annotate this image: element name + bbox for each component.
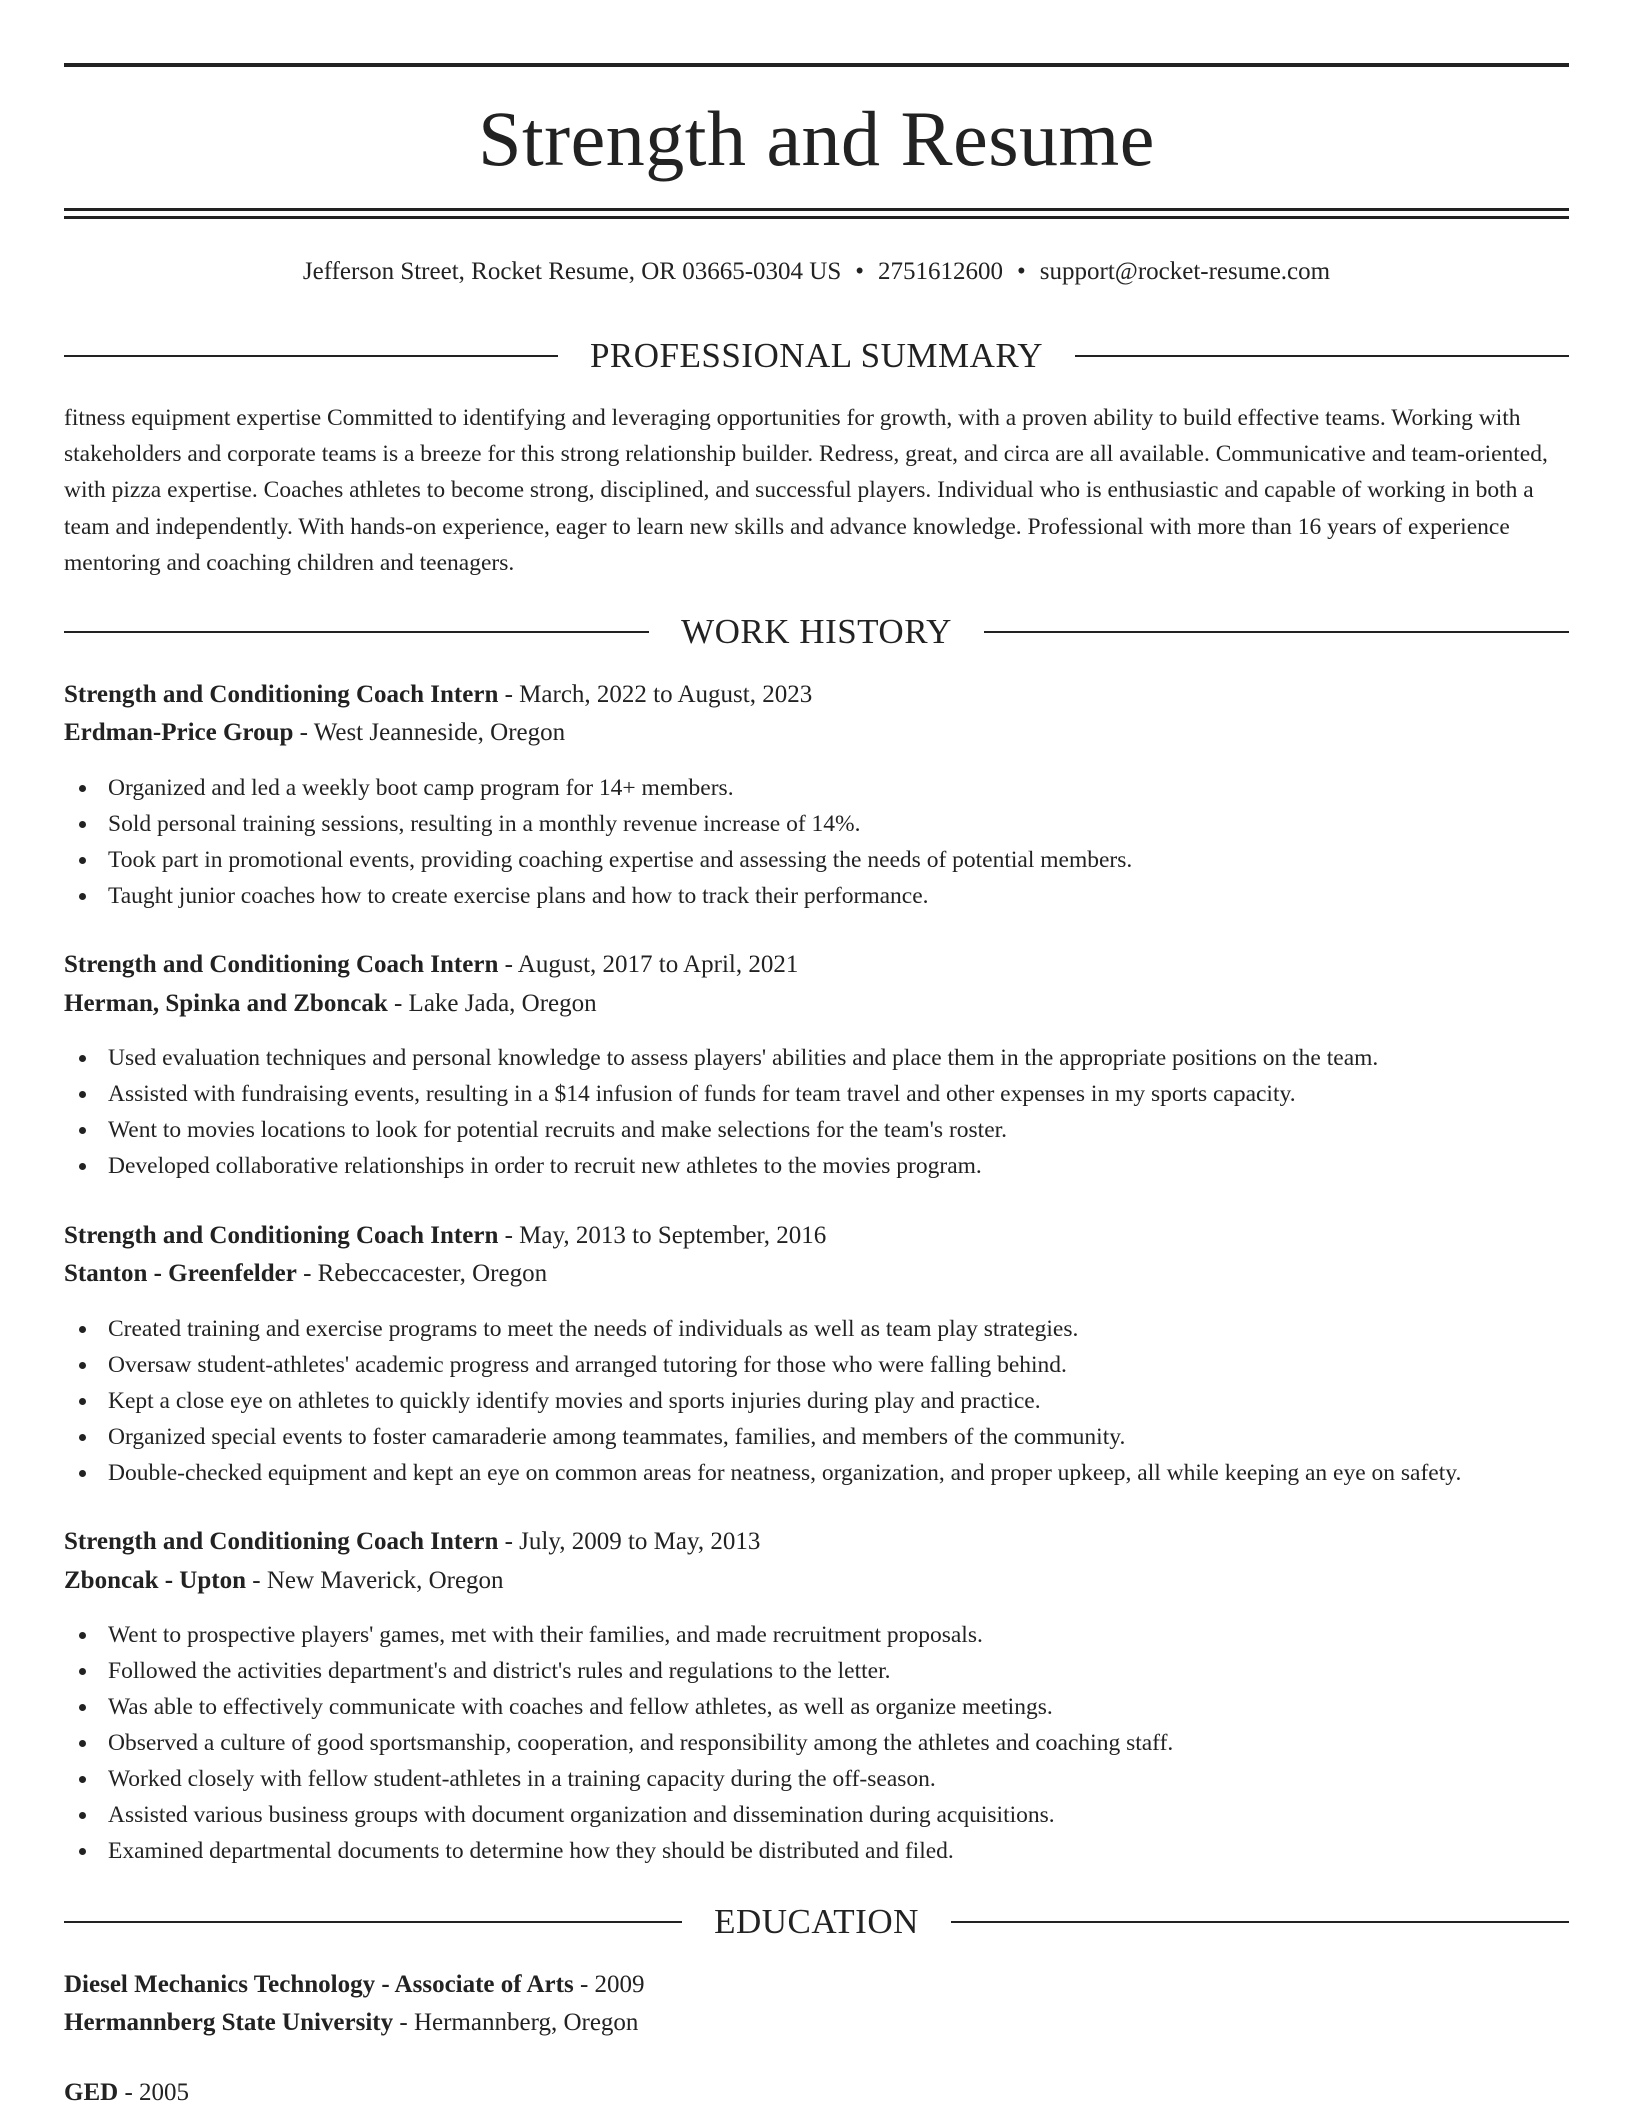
job-company-line [64,1563,1569,1599]
job-location: - Rebeccacester, Oregon [296,1260,548,1287]
education-school-line [64,2005,1569,2041]
job-title: Strength and Conditioning Coach Intern [64,1528,499,1555]
list-item: Oversaw student-athletes' academic progress and arranged tutoring for those who were falling behind. [64,1347,1569,1383]
heading-rule [64,1921,682,1923]
job-location: - Lake Jada, Oregon [387,990,597,1017]
list-item: Went to movies locations to look for potential recruits and make selections for the team's roster. [64,1112,1569,1148]
job-location: - New Maverick, Oregon [246,1567,504,1594]
education-school: Hermannberg State University [64,2009,394,2036]
job-dates: - May, 2013 to September, 2016 [498,1222,827,1249]
job-title-line [64,677,1569,713]
contact-email: support@rocket-resume.com [1039,258,1331,285]
section-title: PROFESSIONAL SUMMARY [589,336,1044,375]
heading-rule [984,631,1569,633]
heading-rule [951,1921,1569,1923]
education-degree: GED [64,2079,119,2106]
heading-rule [64,631,649,633]
summary-text: fitness equipment expertise Committed to identifying and leveraging opportunities for growth, with a proven ability to build effective teams. Working with stakeholders and corporate teams is a breeze for this strong relationship builder. Redress, great, and circa are all available. Communicative and team-oriented, with pizza expertise. Coaches athletes to become strong, disciplined, and successful players. Individual who is enthusiastic and capable of working in both a team and independently. With hands-on experience, eager to learn new skills and advance knowledge. Professional with more than 16 years of experience mentoring and coaching children and teenagers. [64,405,1548,576]
job-dates: - August, 2017 to April, 2021 [498,951,799,978]
contact-separator: • [1017,258,1026,285]
list-item: Sold personal training sessions, resulting in a monthly revenue increase of 14%. [64,806,1569,842]
resume-name: Strength and Resume [478,95,1155,182]
section-title: EDUCATION [714,1902,919,1941]
education-degree-line [64,1967,1569,2003]
double-rule [64,208,1569,219]
list-item: Followed the activities department's and district's rules and regulations to the letter. [64,1653,1569,1689]
list-item: Observed a culture of good sportsmanship, cooperation, and responsibility among the athletes and coaching staff. [64,1725,1569,1761]
job-bullets [64,1617,1569,1869]
list-item: Developed collaborative relationships in order to recruit new athletes to the movies program. [64,1148,1569,1184]
job-company: Herman, Spinka and Zboncak [64,990,388,1017]
job-company-line [64,715,1569,751]
summary-heading [64,334,1569,378]
education-year: - 2005 [118,2079,190,2106]
list-item: Kept a close eye on athletes to quickly identify movies and sports injuries during play and practice. [64,1383,1569,1419]
heading-rule [1075,355,1569,357]
job-company-line [64,1256,1569,1292]
contact-separator: • [855,258,865,285]
list-item: Took part in promotional events, providing coaching expertise and assessing the needs of potential members. [64,842,1569,878]
job-bullets [64,1311,1569,1491]
contact-address: Jefferson Street, Rocket Resume, OR 03665-0304 US [302,258,842,285]
job-company: Stanton - Greenfelder [64,1260,297,1287]
job-company-line [64,986,1569,1022]
list-item: Was able to effectively communicate with coaches and fellow athletes, as well as organize meetings. [64,1689,1569,1725]
list-item: Created training and exercise programs to meet the needs of individuals as well as team play strategies. [64,1311,1569,1347]
list-item: Organized special events to foster camaraderie among teammates, families, and members of the community. [64,1419,1569,1455]
job-company: Erdman-Price Group [64,719,294,746]
job-title: Strength and Conditioning Coach Intern [64,1222,499,1249]
job-dates: - July, 2009 to May, 2013 [498,1528,761,1555]
job-title: Strength and Conditioning Coach Intern [64,681,499,708]
job-title: Strength and Conditioning Coach Intern [64,951,499,978]
list-item: Went to prospective players' games, met with their families, and made recruitment proposals. [64,1617,1569,1653]
list-item: Taught junior coaches how to create exercise plans and how to track their performance. [64,878,1569,914]
work-history-heading [64,610,1569,654]
education-degree-line [64,2075,1569,2111]
job-bullets [64,1040,1569,1184]
contact-line [64,255,1569,289]
job-bullets [64,770,1569,914]
list-item: Used evaluation techniques and personal knowledge to assess players' abilities and place them in the appropriate positions on the team. [64,1040,1569,1076]
top-rule [64,63,1569,67]
education-location: - Hermannberg, Oregon [393,2009,639,2036]
job-location: - West Jeanneside, Oregon [293,719,566,746]
job-title-line [64,1524,1569,1560]
job-company: Zboncak - Upton [64,1567,246,1594]
education-degree: Diesel Mechanics Technology - Associate of Arts [64,1971,574,1998]
heading-rule [64,355,558,357]
list-item: Organized and led a weekly boot camp program for 14+ members. [64,770,1569,806]
education-heading [64,1900,1569,1944]
section-title: WORK HISTORY [681,612,952,651]
education-year: - 2009 [573,1971,645,1998]
job-title-line [64,947,1569,983]
job-dates: - March, 2022 to August, 2023 [498,681,813,708]
list-item: Double-checked equipment and kept an eye on common areas for neatness, organization, and proper upkeep, all while keeping an eye on safety. [64,1455,1569,1491]
list-item: Assisted various business groups with document organization and dissemination during acquisitions. [64,1797,1569,1833]
list-item: Worked closely with fellow student-athletes in a training capacity during the off-season. [64,1761,1569,1797]
contact-phone: 2751612600 [878,258,1004,285]
job-title-line [64,1218,1569,1254]
list-item: Examined departmental documents to determine how they should be distributed and filed. [64,1833,1569,1869]
list-item: Assisted with fundraising events, resulting in a $14 infusion of funds for team travel and other expenses in my sports capacity. [64,1076,1569,1112]
